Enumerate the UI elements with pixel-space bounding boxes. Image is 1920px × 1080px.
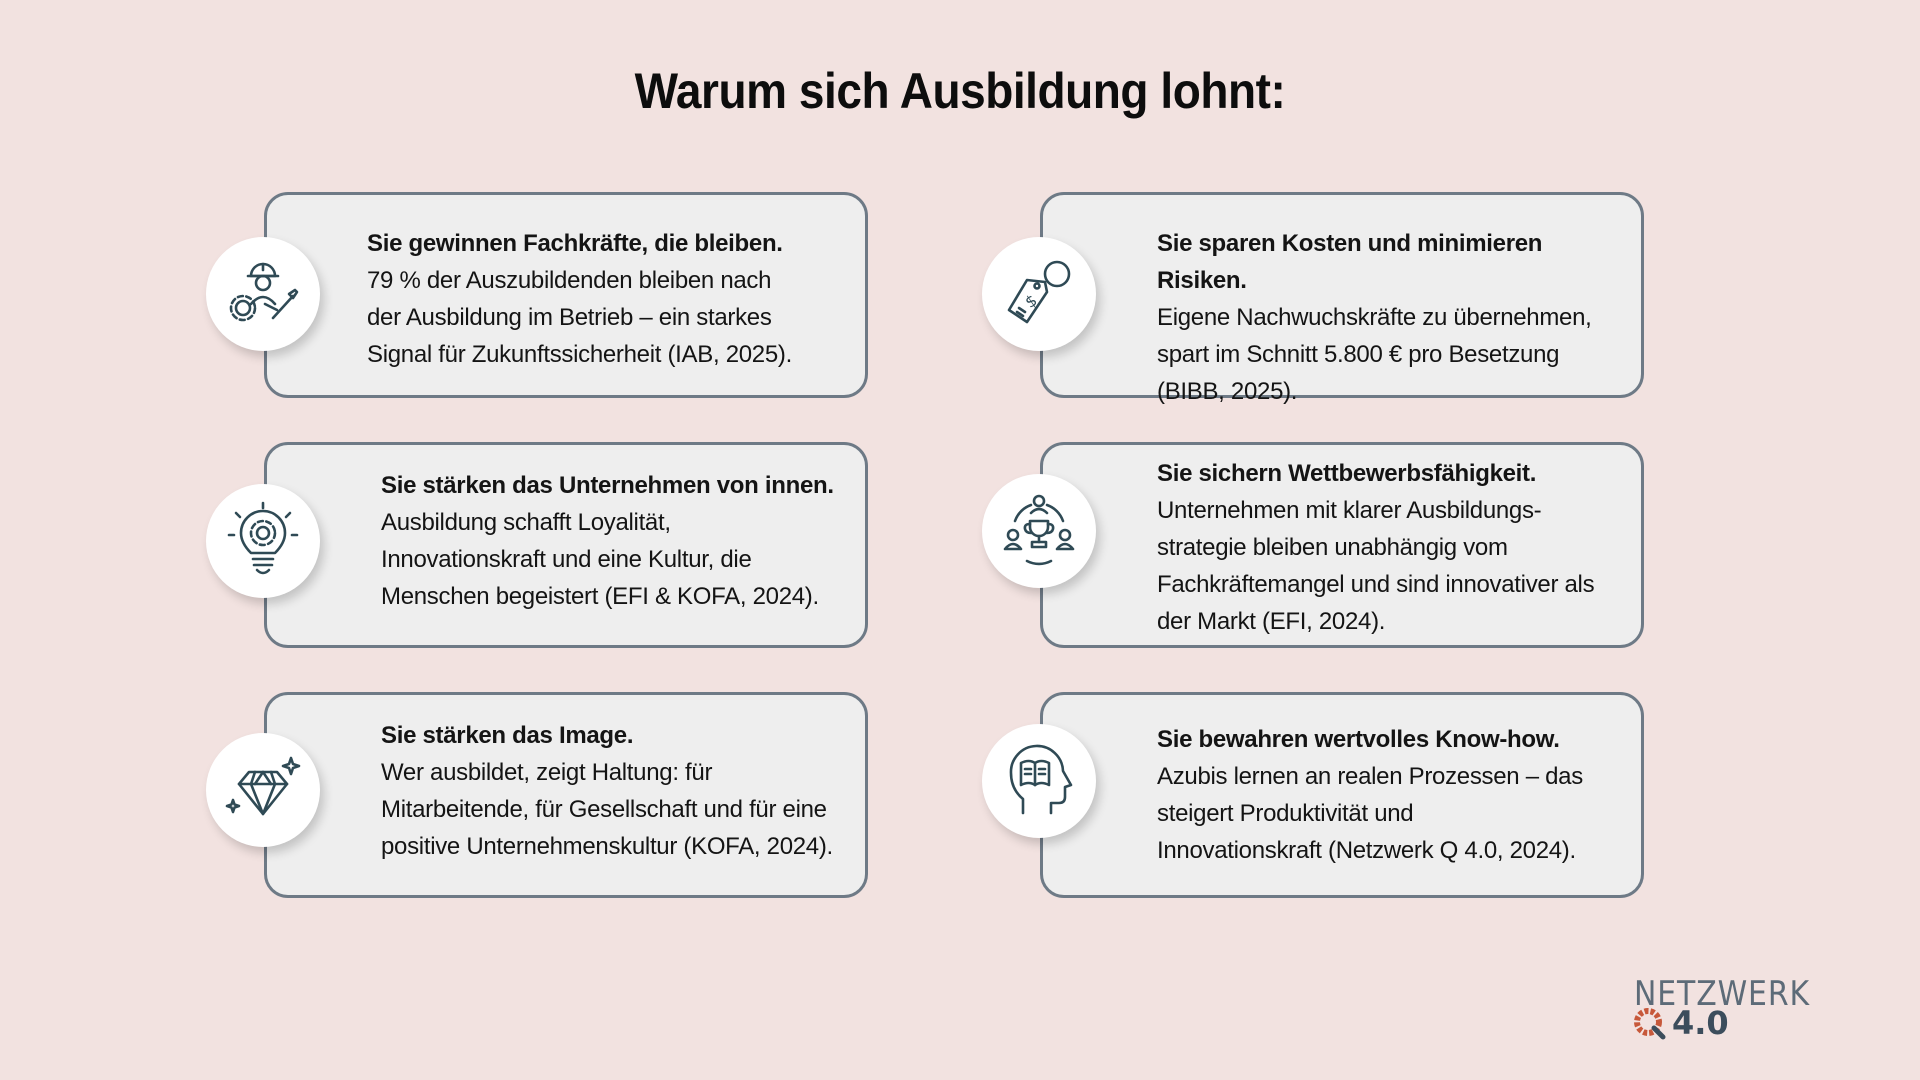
card-know-how — [1040, 692, 1644, 898]
worker-gear-icon — [221, 252, 305, 336]
svg-text:$: $ — [1021, 290, 1041, 312]
card-image — [264, 692, 868, 898]
price-tag-icon — [997, 252, 1081, 336]
card-heading: Sie stärken das Unternehmen von innen. — [381, 472, 834, 499]
card-line: Fachkräftemangel und sind innovativer als — [1157, 571, 1595, 598]
card-text — [381, 467, 845, 615]
team-trophy-icon — [997, 489, 1081, 573]
head-book-icon — [997, 739, 1081, 823]
card-line: Signal für Zukunftssicherheit (IAB, 2025). — [367, 341, 792, 368]
card-heading: Sie sichern Wettbewerbsfähigkeit. — [1157, 460, 1537, 487]
icon-circle — [982, 474, 1096, 588]
netzwerk-logo — [1634, 974, 1824, 1044]
card-skilled-workers — [264, 192, 868, 398]
card-text — [381, 717, 845, 865]
card-line: steigert Produktivität und — [1157, 800, 1414, 827]
card-line: Unternehmen mit klarer Ausbildungs- — [1157, 497, 1542, 524]
card-line: Ausbildung schafft Loyalität, — [381, 509, 671, 536]
logo-word: NETZWERK — [1634, 974, 1810, 1014]
card-line: Azubis lernen an realen Prozessen – das — [1157, 763, 1583, 790]
icon-circle — [982, 237, 1096, 351]
card-line: der Ausbildung im Betrieb – ein starkes — [367, 304, 772, 331]
card-heading: Sie bewahren wertvolles Know-how. — [1157, 726, 1560, 753]
card-text — [1157, 455, 1621, 640]
lightbulb-gear-icon — [221, 499, 305, 583]
logo-q-icon — [1632, 1006, 1666, 1040]
card-costs — [1040, 192, 1644, 405]
card-heading: Sie stärken das Image. — [381, 722, 634, 749]
icon-circle — [206, 484, 320, 598]
card-heading: Sie gewinnen Fachkräfte, die bleiben. — [367, 230, 783, 257]
card-line: Wer ausbildet, zeigt Haltung: für — [381, 759, 713, 786]
card-line: Menschen begeistert (EFI & KOFA, 2024). — [381, 583, 819, 610]
logo-number: 4.0 — [1672, 1004, 1729, 1042]
card-line: (BIBB, 2025). — [1157, 378, 1298, 405]
card-line: Innovationskraft und eine Kultur, die — [381, 546, 752, 573]
card-line: der Markt (EFI, 2024). — [1157, 608, 1386, 635]
icon-circle — [206, 237, 320, 351]
card-line: spart im Schnitt 5.800 € pro Besetzung — [1157, 341, 1560, 368]
card-text — [1157, 225, 1621, 410]
card-competitiveness — [1040, 442, 1644, 648]
card-text — [1157, 721, 1621, 869]
card-line: Innovationskraft (Netzwerk Q 4.0, 2024). — [1157, 837, 1576, 864]
card-line: 79 % der Auszubildenden bleiben nach — [367, 267, 772, 294]
card-line: Eigene Nachwuchskräfte zu übernehmen, — [1157, 304, 1592, 331]
card-line: Mitarbeitende, für Gesellschaft und für eine — [381, 796, 827, 823]
card-strength-inside — [264, 442, 868, 648]
card-line: positive Unternehmenskultur (KOFA, 2024). — [381, 833, 833, 860]
diamond-icon — [221, 748, 305, 832]
card-text — [367, 225, 845, 373]
card-heading: Sie sparen Kosten und minimieren Risiken. — [1157, 230, 1543, 294]
icon-circle — [982, 724, 1096, 838]
page-title: Warum sich Ausbildung lohnt: — [634, 63, 1286, 119]
card-line: strategie bleiben unabhängig vom — [1157, 534, 1508, 561]
icon-circle — [206, 733, 320, 847]
